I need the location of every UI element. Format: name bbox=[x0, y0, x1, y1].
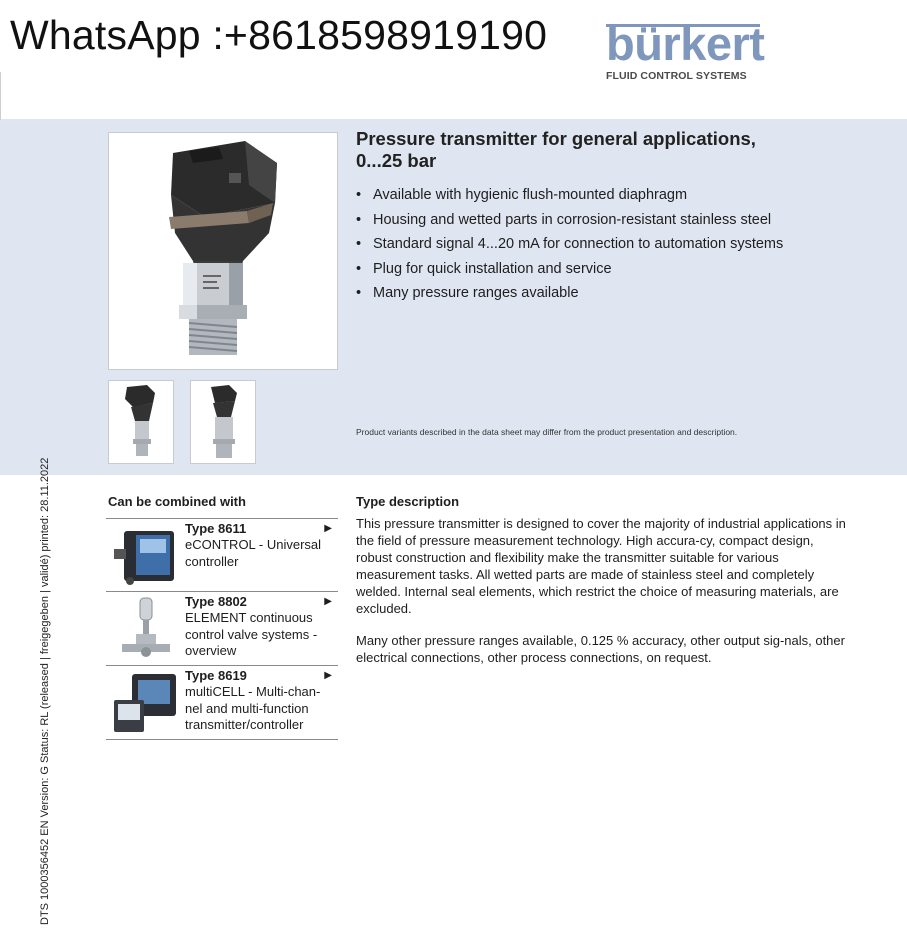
feature-text: Many pressure ranges available bbox=[373, 285, 579, 301]
type-description-paragraph-1: This pressure transmitter is designed to cover the majority of industrial applications in the field of pressure measurement technology. High accura-cy, compact design, robust construction and flexibility make the transmitter suitable for various measurement tasks. All wetted parts are made of stainless steel and completely welded. Internal seal elements, which restrict the choice of measuring materials, are excluded. bbox=[356, 516, 846, 616]
combined-item-type: Type 8802 bbox=[185, 594, 247, 609]
feature-list bbox=[356, 183, 783, 306]
combined-list-divider bbox=[106, 739, 338, 740]
bullet-icon: • bbox=[356, 236, 362, 252]
type-description-heading: Type description bbox=[356, 494, 460, 509]
variant-disclaimer: Product variants described in the data sheet may differ from the product presentation and description. bbox=[356, 427, 738, 437]
combined-item-desc: multiCELL - Multi-chan-nel and multi-function transmitter/controller bbox=[185, 684, 321, 732]
bullet-icon: • bbox=[356, 187, 362, 203]
left-rule bbox=[0, 72, 1, 120]
feature-text: Housing and wetted parts in corrosion-resistant stainless steel bbox=[373, 211, 772, 228]
thumbnail-transmitter-angled bbox=[109, 381, 173, 463]
combined-item-type: Type 8619 bbox=[185, 668, 247, 683]
product-title-line-2: 0...25 bar bbox=[356, 150, 437, 171]
pressure-transmitter-illustration bbox=[109, 133, 337, 369]
feature-item bbox=[356, 183, 783, 208]
combined-with-heading: Can be combined with bbox=[108, 494, 246, 509]
burkert-logo bbox=[606, 17, 766, 82]
feature-text: Plug for quick installation and service bbox=[373, 260, 612, 277]
feature-text: Available with hygienic flush-mounted diaphragm bbox=[373, 187, 688, 203]
product-main-image[interactable] bbox=[108, 132, 338, 370]
type-description-paragraph-2: Many other pressure ranges available, 0.125 % accuracy, other output sig-nals, other electrical connections, other process connections, on request. bbox=[356, 633, 845, 665]
arrow-right-icon[interactable]: ▶ bbox=[324, 670, 332, 681]
bullet-icon: • bbox=[356, 211, 362, 228]
arrow-right-icon[interactable]: ▶ bbox=[324, 596, 332, 607]
combined-item-8611[interactable] bbox=[106, 518, 338, 592]
product-thumbnail-2[interactable] bbox=[190, 380, 256, 464]
combined-item-type: Type 8611 bbox=[185, 521, 247, 536]
feature-item bbox=[356, 257, 783, 282]
bullet-icon: • bbox=[356, 260, 362, 277]
document-status-note: DTS 1000356452 EN Version: G Status: RL (released | freigegeben | validé) printed: 28.11.2022 bbox=[39, 457, 51, 925]
element-valve-image bbox=[110, 596, 180, 662]
combined-item-8619[interactable] bbox=[106, 665, 338, 739]
feature-item bbox=[356, 208, 783, 233]
econtrol-device-image bbox=[110, 523, 180, 589]
multicell-device-image bbox=[110, 670, 180, 736]
feature-text: Standard signal 4...20 mA for connection to automation systems bbox=[373, 236, 784, 252]
bullet-icon: • bbox=[356, 285, 362, 301]
whatsapp-contact: WhatsApp :+8618598919190 bbox=[10, 12, 548, 58]
feature-item bbox=[356, 281, 783, 306]
logo-tagline: FLUID CONTROL SYSTEMS bbox=[606, 70, 747, 82]
logo-wordmark: bürkert bbox=[606, 17, 765, 70]
product-title-line-1: Pressure transmitter for general applications, bbox=[356, 128, 756, 149]
feature-item bbox=[356, 232, 783, 257]
product-title bbox=[356, 128, 856, 172]
combined-item-8802[interactable] bbox=[106, 591, 338, 665]
combined-item-desc: ELEMENT continuous control valve systems - overview bbox=[185, 610, 318, 658]
combined-item-desc: eCONTROL - Universal controller bbox=[185, 537, 322, 569]
product-thumbnail-1[interactable] bbox=[108, 380, 174, 464]
thumbnail-transmitter-front bbox=[191, 381, 255, 463]
arrow-right-icon[interactable]: ▶ bbox=[324, 523, 332, 534]
